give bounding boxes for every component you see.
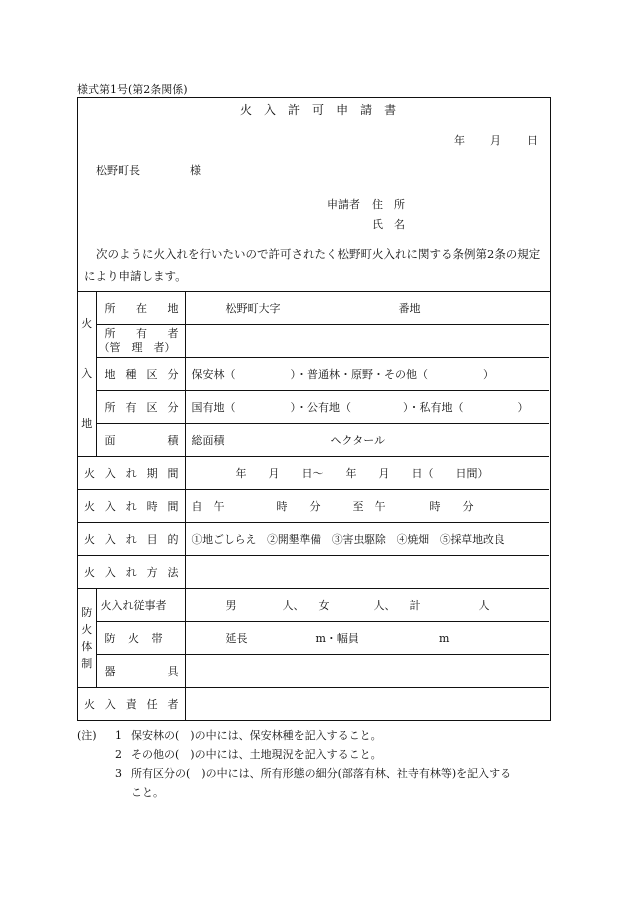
period-value[interactable]: 年 月 日〜 年 月 日（ 日間） [185, 457, 549, 490]
row-owner [78, 325, 549, 358]
workers-value[interactable]: 男 人、 女 人、 計 人 [185, 589, 549, 622]
location-label: 所 在 地 [96, 292, 185, 325]
fire-prevention-group-label: 防 火 体 制 [78, 589, 96, 688]
area-label: 面 積 [96, 424, 185, 457]
row-time [78, 490, 549, 523]
form-title: 火 入 許 可 申 請 書 [240, 103, 397, 117]
ownership-label: 所 有 区 分 [96, 391, 185, 424]
responsible-value[interactable] [185, 688, 549, 721]
note-3-continued: こと。 [131, 786, 164, 799]
form-header [78, 98, 550, 292]
row-area [78, 424, 549, 457]
firebreak-value[interactable]: 延長 m・幅員 m [185, 622, 549, 655]
method-label: 火 入 れ 方 法 [78, 556, 185, 589]
firebreak-label: 防 火 帯 [96, 622, 185, 655]
purpose-label: 火 入 れ 目 的 [78, 523, 185, 556]
application-form [77, 97, 551, 721]
method-value[interactable] [185, 556, 549, 589]
land-category-value[interactable]: 保安林（ ）・普通林・原野・その他（ ） [185, 358, 549, 391]
note-2: 2 その他の( )の中には、土地現況を記入すること。 [115, 748, 382, 761]
owner-label: 所 有 者 （管 理 者） [96, 325, 185, 358]
row-equipment [78, 655, 549, 688]
time-label: 火 入 れ 時 間 [78, 490, 185, 523]
land-category-label: 地 種 区 分 [96, 358, 185, 391]
row-responsible [78, 688, 549, 721]
equipment-label: 器 具 [96, 655, 185, 688]
area-value[interactable]: 総面積 ヘクタール [185, 424, 549, 457]
date-day: 日 [527, 134, 538, 147]
row-workers [78, 589, 549, 622]
date-month: 月 [490, 134, 501, 147]
date-year: 年 [454, 134, 465, 147]
row-firebreak [78, 622, 549, 655]
period-label: 火 入 れ 期 間 [78, 457, 185, 490]
row-ownership [78, 391, 549, 424]
addressee-honorific: 様 [190, 164, 201, 177]
notes [77, 726, 557, 802]
equipment-value[interactable] [185, 655, 549, 688]
location-value[interactable]: 松野町大字 番地 [185, 292, 549, 325]
name-label: 氏 名 [372, 218, 405, 231]
row-land-category [78, 358, 549, 391]
body-text-line2: により申請します。 [84, 269, 187, 283]
owner-value[interactable] [185, 325, 549, 358]
row-method [78, 556, 549, 589]
body-text-line1: 次のように火入れを行いたいので許可されたく松野町火入れに関する条例第2条の規定 [96, 247, 541, 261]
time-value[interactable]: 自 午 時 分 至 午 時 分 [185, 490, 549, 523]
note-1: (注) 1 保安林の( )の中には、保安林種を記入すること。 [77, 729, 382, 742]
land-group-label: 火 入 地 [78, 292, 96, 457]
address-label: 住 所 [372, 198, 405, 211]
row-purpose [78, 523, 549, 556]
application-table [78, 292, 549, 720]
ownership-value[interactable]: 国有地（ ）・公有地（ ）・私有地（ ） [185, 391, 549, 424]
applicant-label: 申請者 [327, 198, 360, 211]
addressee: 松野町長 [96, 164, 140, 177]
form-number: 様式第1号(第2条関係) [77, 83, 188, 96]
purpose-value[interactable]: ①地ごしらえ ②開墾準備 ③害虫駆除 ④焼畑 ⑤採草地改良 [185, 523, 549, 556]
row-period [78, 457, 549, 490]
row-location [78, 292, 549, 325]
responsible-label: 火 入 責 任 者 [78, 688, 185, 721]
workers-label: 火入れ従事者 [96, 589, 185, 622]
note-3: 3 所有区分の( )の中には、所有形態の細分(部落有林、社寺有林等)を記入する [115, 767, 512, 780]
